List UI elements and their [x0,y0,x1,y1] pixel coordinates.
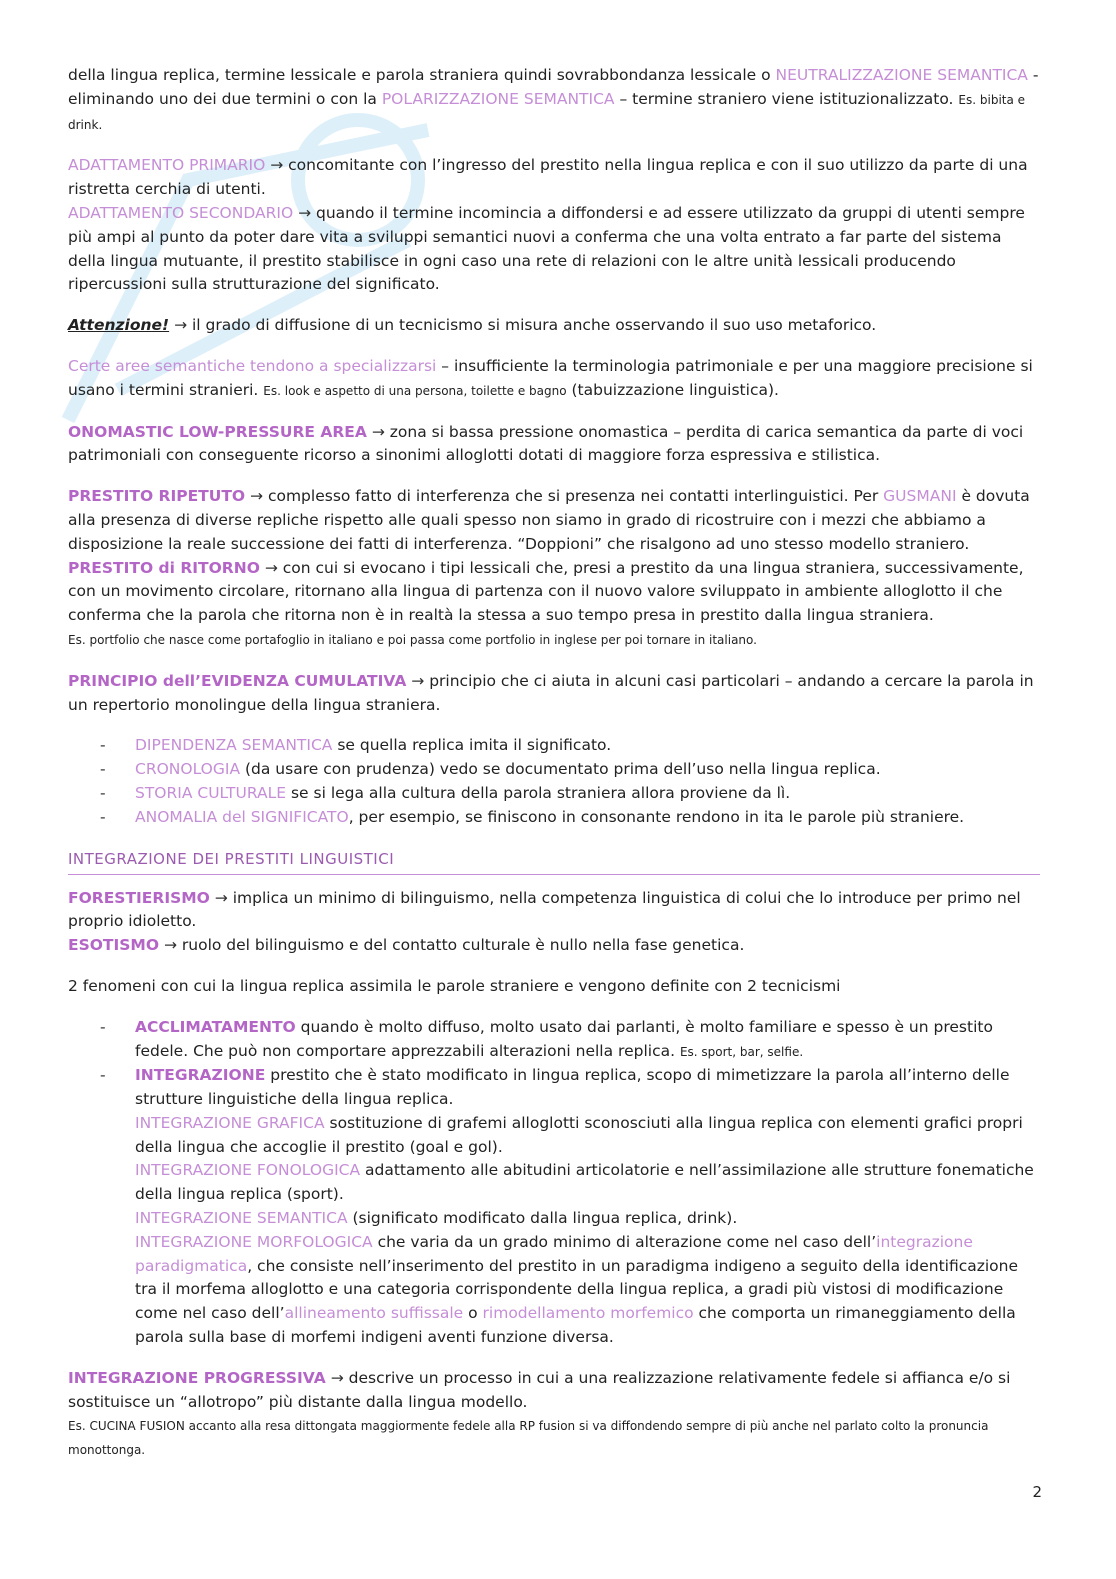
term-prestito-ripetuto: PRESTITO RIPETUTO [68,487,246,506]
example: Es. look e aspetto di una persona, toilette e bagno [263,383,567,398]
example: Es. portfolio che nasce come portafoglio in italiano e poi passa come portfolio in inglese per poi tornare in italiano. [68,632,757,647]
list-item: - DIPENDENZA SEMANTICA se quella replica imita il significato. [68,734,1040,758]
paragraph-attenzione: Attenzione! → il grado di diffusione di un tecnicismo si misura anche osservando il suo uso metaforico. [68,316,877,335]
term-esotismo: ESOTISMO [68,936,160,955]
example: Es. bibita e drink. [68,92,1026,132]
term-neutralizzazione: NEUTRALIZZAZIONE SEMANTICA [775,66,1028,84]
paragraph-progressiva: INTEGRAZIONE PROGRESSIVA → descrive un processo in cui a una realizzazione relativamente fedele si affianca e/o si sostituisce un “allotropo” più distante dalla lingua modello. Es. CUCINA FUSION accanto alla resa dittongata maggiormente fedele alla RP fusion si va diffondendo sempre di più anche nel parlato colto la pronuncia monottonga. [68,1368,1011,1458]
integration-list [68,1016,1040,1350]
arrow-icon: → [298,203,312,222]
criteria-list [68,734,1040,829]
arrow-icon: → [174,316,188,335]
list-item-integrazione: - INTEGRAZIONE prestito che è stato modificato in lingua replica, scopo di mimetizzare la parola all’interno delle strutture linguistiche della lingua replica. INTEGRAZIONE GRAFICA sostituzione di grafemi alloglotti sconosciuti alla lingua replica con elementi grafici propri della lingua che accoglie il prestito (goal e gol). INTEGRAZIONE FONOLOGICA adattamento alle abitudini articolatorie e nell’assimilazione alle strutture fonematiche della lingua replica (sport). INTEGRAZIONE SEMANTICA (significato modificato dalla lingua replica, drink). INTEGRAZIONE MORFOLOGICA che varia da un grado minimo di alterazione come nel caso dell’integrazione paradigmatica, che consiste nell’inserimento del prestito in un paradigma indigeno a seguito della identificazione tra il morfema alloglotto e una categoria corrispondente della lingua replica, a gradi più vistosi di modificazione come nel caso dell’allineamento suffissale o rimodellamento morfemico che comporta un rimaneggiamento della parola sulla base di morfemi indigeni aventi funzione diversa. [68,1064,1040,1350]
term-evidenza-cumulativa: PRINCIPIO dell’EVIDENZA CUMULATIVA [68,671,407,690]
document-page [68,64,1040,1462]
paragraph-fenomeni: 2 fenomeni con cui la lingua replica assimila le parole straniere e vengono definite con 2 tecnicismi [68,976,841,995]
arrow-icon: → [270,156,284,175]
example: Es. sport, bar, selfie. [679,1044,804,1059]
arrow-icon: → [214,888,228,907]
list-item: - CRONOLOGIA (da usare con prudenza) vedo se documentato prima dell’uso nella lingua replica. [68,758,1040,782]
paragraph-onomastic: ONOMASTIC LOW-PRESSURE AREA → zona si bassa pressione onomastica – perdita di carica semantica da parte di voci patrimoniali con conseguente ricorso a sinonimi alloglotti dotati di maggiore forza espressiva e stilistica. [68,422,1024,465]
term-polarizzazione: POLARIZZAZIONE SEMANTICA [381,89,615,108]
term-adattamento-primario: ADATTAMENTO PRIMARIO [68,156,266,175]
term-integrazione-progressiva: INTEGRAZIONE PROGRESSIVA [68,1368,326,1387]
term-prestito-ritorno: PRESTITO di RITORNO [68,558,260,577]
paragraph-adattamento: ADATTAMENTO PRIMARIO → concomitante con l’ingresso del prestito nella lingua replica e con il suo utilizzo da parte di una ristretta cerchia di utenti. ADATTAMENTO SECONDARIO → quando il termine incomincia a diffondersi e ad essere utilizzato da gruppi di utenti sempre più ampi al punto da poter dare vita a sviluppi semantici nuovi a conferma che una volta entrato a far parte del sistema della lingua mutuante, il prestito stabilisce in ogni caso una rete di relazioni con le altre unità lessicali producendo ripercussioni sulla strutturazione del significato. [68,156,1028,294]
paragraph-aree-semantiche: Certe aree semantiche tendono a specializzarsi – insufficiente la terminologia patrimoniale e per una maggiore precisione si usano i termini stranieri. Es. look e aspetto di una persona, toilette e bagno (tabuizzazione linguistica). [68,356,1033,399]
arrow-icon: → [371,422,385,441]
list-item-acclimatamento: - ACCLIMATAMENTO quando è molto diffuso, molto usato dai parlanti, è molto familiare e spesso è un prestito fedele. Che può non comportare apprezzabili alterazioni nella replica. Es. sport, bar, selfie. [68,1016,1040,1065]
list-item: - STORIA CULTURALE se si lega alla cultura della parola straniera allora proviene da lì. [68,782,1040,806]
arrow-icon: → [264,558,278,577]
paragraph-neutralizzazione: della lingua replica, termine lessicale e parola straniera quindi sovrabbondanza lessicale o NEUTRALIZZAZIONE SEMANTICA - eliminando uno dei due termini o con la POLARIZZAZIONE SEMANTICA – termine straniero viene istituzionalizzato. Es. bibita e drink. [68,66,1039,132]
attenzione-label: Attenzione! [68,316,170,335]
paragraph-forestierismo: FORESTIERISMO → implica un minimo di bilinguismo, nella competenza linguistica di colui che lo introduce per primo nel proprio idioletto. ESOTISMO → ruolo del bilinguismo e del contatto culturale è nullo nella fase genetica. [68,888,1021,955]
page-number: 2 [1032,1483,1042,1501]
arrow-icon: → [163,936,177,955]
arrow-icon: → [411,671,425,690]
example: Es. CUCINA FUSION accanto alla resa dittongata maggiormente fedele alla RP fusion si va diffondendo sempre di più anche nel parlato colto la pronuncia monottonga. [68,1419,989,1458]
arrow-icon: → [330,1368,344,1387]
term-forestierismo: FORESTIERISMO [68,888,210,907]
arrow-icon: → [250,487,264,506]
term-adattamento-secondario: ADATTAMENTO SECONDARIO [68,203,294,222]
paragraph-prestito: PRESTITO RIPETUTO → complesso fatto di interferenza che si presenza nei contatti interlinguistici. Per GUSMANI è dovuta alla presenza di diverse repliche rispetto alle quali spesso non siamo in grado di ricostruire con i mezzi che abbiamo a disposizione la reale successione dei fatti di interferenza. “Doppioni” che risalgono ad uno stesso modello straniero. PRESTITO di RITORNO → con cui si evocano i tipi lessicali che, presi a prestito da una lingua straniera, successivamente, con un movimento circolare, ritornano alla lingua di partenza con il nuovo valore sviluppato in ambiente alloglotto il che conferma che la parola che ritorna non è in realtà la stessa a suo tempo presa in prestito dalla lingua straniera. Es. portfolio che nasce come portafoglio in italiano e poi passa come portfolio in inglese per poi tornare in italiano. [68,487,1030,647]
section-heading: INTEGRAZIONE DEI PRESTITI LINGUISTICI [68,850,1040,875]
list-item: - ANOMALIA del SIGNIFICATO, per esempio, se finiscono in consonante rendono in ita le parole più straniere. [68,806,1040,830]
term-onomastic: ONOMASTIC LOW-PRESSURE AREA [68,422,367,441]
paragraph-evidenza: PRINCIPIO dell’EVIDENZA CUMULATIVA → principio che ci aiuta in alcuni casi particolari – andando a cercare la parola in un repertorio monolingue della lingua straniera. [68,671,1034,714]
